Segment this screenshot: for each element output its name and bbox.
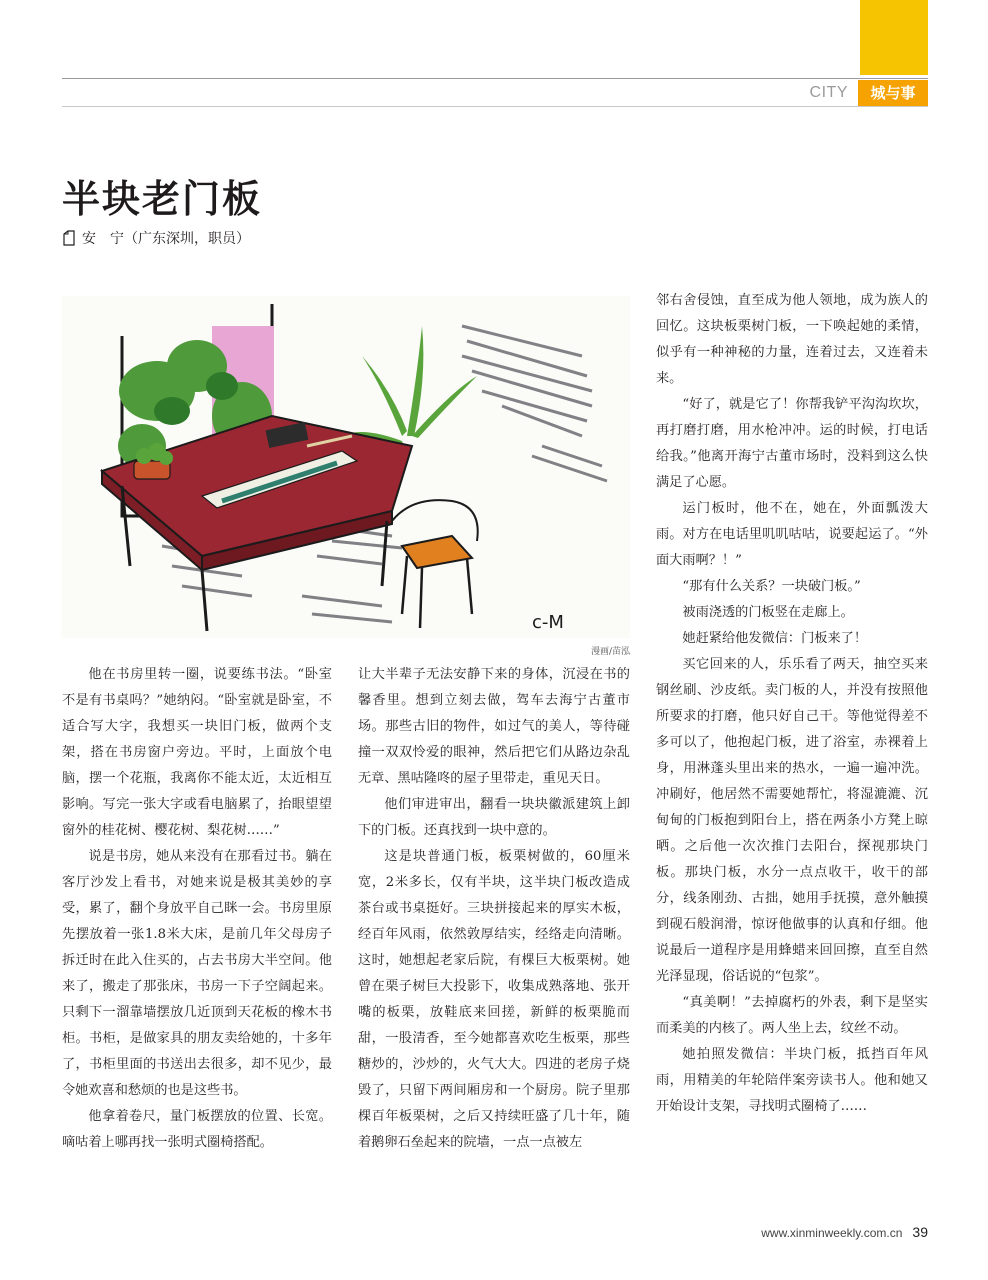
paragraph: 她拍照发微信：半块门板，抵挡百年风雨，用精美的年轮陪伴案旁读书人。他和她又开始设计支架，寻找明式圈椅了…… <box>656 1047 928 1114</box>
paragraph: 他拿着卷尺，量门板摆放的位置、长宽。嘀咕着上哪再找一张明式圈椅搭配。 <box>62 1109 332 1150</box>
section-label-en: CITY <box>809 84 848 101</box>
article-title: 半块老门板 <box>62 177 263 221</box>
paragraph: 被雨浇透的门板竖在走廊上。 <box>682 605 854 620</box>
article-illustration <box>62 296 630 638</box>
website-url[interactable]: www.xinminweekly.com.cn <box>761 1226 903 1240</box>
byline <box>62 228 250 248</box>
paragraph: “真美啊！”去掉腐朽的外表，剩下是坚实而柔美的内核了。两人坐上去，纹丝不动。 <box>656 995 928 1036</box>
paragraph: 说是书房，她从来没有在那看过书。躺在客厅沙发上看书，对她来说是极其美妙的享受，累了，翻个身放平自己眯一会。书房里原先摆放着一张1.8米大床，是前几年父母房子拆迁时在此入住买的，占去书房大半空间。他来了，搬走了那张床，书房一下子空阔起来。只剩下一溜靠墙摆放几近顶到天花板的橡木书柜。书柜，是做家具的朋友卖给她的，十多年了，书柜里面的书送出去很多，却不见少，最令她欢喜和愁烦的也是这些书。 <box>62 849 332 1098</box>
paragraph: 她赶紧给他发微信：门板来了！ <box>682 631 868 646</box>
paragraph: 这是块普通门板，板栗树做的，60厘米宽，2米多长，仅有半块，这半块门板改造成茶台或书桌挺好。三块拼接起来的厚实木板，经百年风雨，依然敦厚结实，经络走向清晰。这时，她想起老家后院，有棵巨大板栗树。她曾在栗子树巨大投影下，收集成熟落地、张开嘴的板栗，放鞋底来回搓，新鲜的板栗脆而甜，一股清香，至今她都喜欢吃生板栗，那些糖炒的，沙炒的，火气大大。四进的老房子烧毁了，只留下两间厢房和一个厨房。院子里那棵百年板栗树，之后又持续旺盛了几十年，随着鹅卵石垒起来的院墙，一点一点被左 <box>358 849 630 1150</box>
paragraph: “好了，就是它了！你帮我铲平沟沟坎坎，再打磨打磨，用水枪冲冲。运的时候，打电话给我。”他离开海宁古董市场时，没料到这么快满足了心愿。 <box>656 397 928 490</box>
paragraph: 让大半辈子无法安静下来的身体，沉浸在书的馨香里。想到立刻去做，驾车去海宁古董市场。那些古旧的物件，如过气的美人，等待碰撞一双双怜爱的眼神，然后把它们从路边杂乱无章、黑咕隆咚的屋子里带走，重见天日。 <box>358 667 630 786</box>
paragraph: 他在书房里转一圈，说要练书法。“卧室不是有书桌吗？”她纳闷。“卧室就是卧室，不适合写大字，我想买一块旧门板，做两个支架，搭在书房窗户旁边。平时，上面放个电脑，摆一个花瓶，我离你不能太近，太近相互影响。写完一张大字或看电脑累了，抬眼望望窗外的桂花树、樱花树、梨花树……” <box>62 667 332 838</box>
illustration-caption: 漫画/苗泓 <box>590 647 630 657</box>
paragraph: 他们审进审出，翻看一块块徽派建筑上卸下的门板。还真找到一块中意的。 <box>358 797 630 838</box>
text-column-2 <box>358 662 630 1156</box>
paragraph: 邻右舍侵蚀，直至成为他人领地，成为族人的回忆。这块板栗树门板，一下唤起她的柔情，似乎有一种神秘的力量，连着过去，又连着未来。 <box>656 293 928 386</box>
paragraph: “那有什么关系？一块破门板。” <box>682 579 861 594</box>
header-rule-top <box>62 78 928 79</box>
page-number: 39 <box>912 1224 928 1240</box>
section-label-cn: 城与事 <box>858 80 928 106</box>
text-column-1 <box>62 662 332 1156</box>
header-rule-bottom <box>62 106 928 107</box>
byline-text: 安 宁（广东深圳，职员） <box>82 231 250 247</box>
pen-icon <box>62 230 76 246</box>
paragraph: 运门板时，他不在，她在，外面瓢泼大雨。对方在电话里叽叽咕咕，说要起运了。“外面大雨啊？！” <box>656 501 928 568</box>
corner-tab <box>860 0 928 75</box>
illustration-signature: c-M <box>532 612 564 633</box>
paragraph: 买它回来的人，乐乐看了两天，抽空买来钢丝刷、沙皮纸。卖门板的人，并没有按照他所要求的打磨，他只好自己干。等他觉得差不多可以了，他抱起门板，进了浴室，赤裸着上身，用淋蓬头里出来的热水，一遍一遍冲洗。冲刷好，他居然不需要她帮忙，将湿漉漉、沉甸甸的门板抱到阳台上，搭在两条小方凳上晾晒。之后他一次次推门去阳台，探视那块门板。那块门板，水分一点点收干，收干的部分，线条刚劲、古拙，她用手抚摸，意外触摸到砚石般润滑，惊讶他做事的认真和仔细。他说最后一道程序是用蜂蜡来回回擦，直至自然光泽显现，俗话说的“包浆”。 <box>656 657 928 984</box>
page-footer <box>620 1224 928 1240</box>
text-column-3 <box>656 288 928 1120</box>
